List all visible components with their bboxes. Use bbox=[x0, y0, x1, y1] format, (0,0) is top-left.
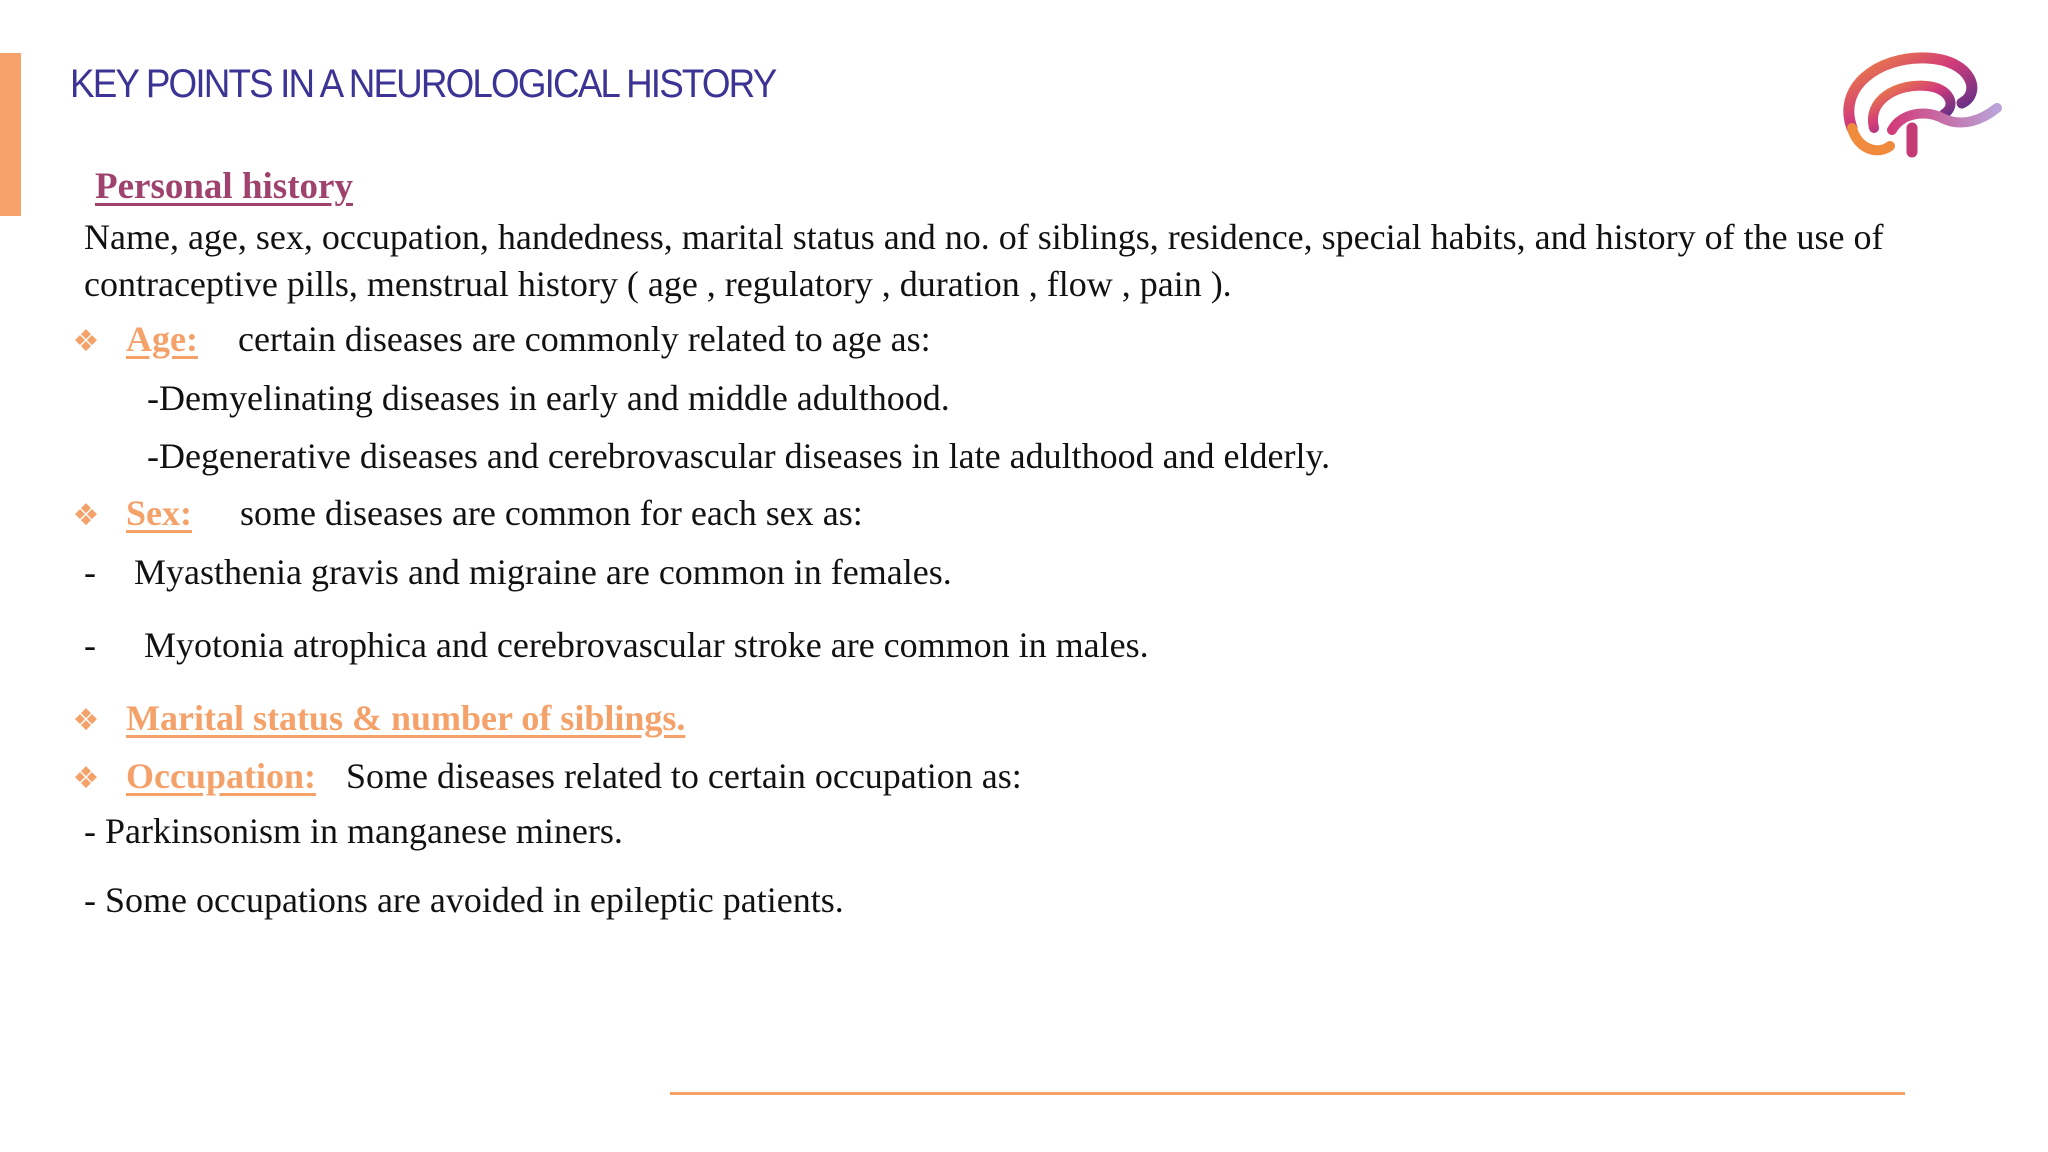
sex-item-1-text: Myasthenia gravis and migraine are common in females. bbox=[134, 552, 952, 592]
bullet-text-sex: some diseases are common for each sex as: bbox=[240, 493, 863, 533]
diamond-bullet-icon: ❖ bbox=[72, 703, 100, 738]
diamond-bullet-icon: ❖ bbox=[72, 761, 100, 796]
dash-marker: - bbox=[84, 625, 96, 665]
age-item-1: -Demyelinating diseases in early and middle adulthood. bbox=[147, 378, 950, 418]
brain-logo-icon bbox=[1832, 48, 2002, 166]
age-item-2: -Degenerative diseases and cerebrovascular diseases in late adulthood and elderly. bbox=[147, 436, 1331, 476]
dash-marker: - bbox=[84, 552, 96, 592]
bullet-label-occupation: Occupation: bbox=[126, 756, 317, 796]
slide-title: KEY POINTS IN A NEUROLOGICAL HISTORY bbox=[70, 62, 776, 106]
bullet-marital bbox=[70, 697, 685, 739]
accent-bar bbox=[0, 53, 21, 216]
sex-item-1 bbox=[84, 551, 952, 593]
intro-paragraph: Name, age, sex, occupation, handedness, marital status and no. of siblings, residence, special habits, and history of the use of contraceptive pills, menstrual history ( age , regulatory , duration , flow , pain ). bbox=[84, 217, 1884, 304]
bullet-sex bbox=[70, 492, 863, 534]
bullet-occupation bbox=[70, 755, 1022, 797]
section-heading: Personal history bbox=[95, 166, 353, 207]
footer-divider bbox=[670, 1092, 1905, 1095]
diamond-bullet-icon: ❖ bbox=[72, 324, 100, 359]
occupation-item-1: - Parkinsonism in manganese miners. bbox=[84, 811, 623, 851]
bullet-label-sex: Sex: bbox=[126, 493, 192, 533]
sex-item-2-text: Myotonia atrophica and cerebrovascular stroke are common in males. bbox=[144, 625, 1149, 665]
occupation-item-2: - Some occupations are avoided in epileptic patients. bbox=[84, 880, 844, 920]
bullet-text-age: certain diseases are commonly related to age as: bbox=[237, 319, 931, 359]
bullet-text-occupation: Some diseases related to certain occupation as: bbox=[346, 756, 1022, 796]
sex-item-2 bbox=[84, 624, 1149, 666]
diamond-bullet-icon: ❖ bbox=[72, 498, 100, 533]
bullet-label-marital: Marital status & number of siblings. bbox=[126, 698, 686, 738]
bullet-age bbox=[70, 318, 931, 360]
bullet-label-age: Age: bbox=[126, 319, 198, 359]
